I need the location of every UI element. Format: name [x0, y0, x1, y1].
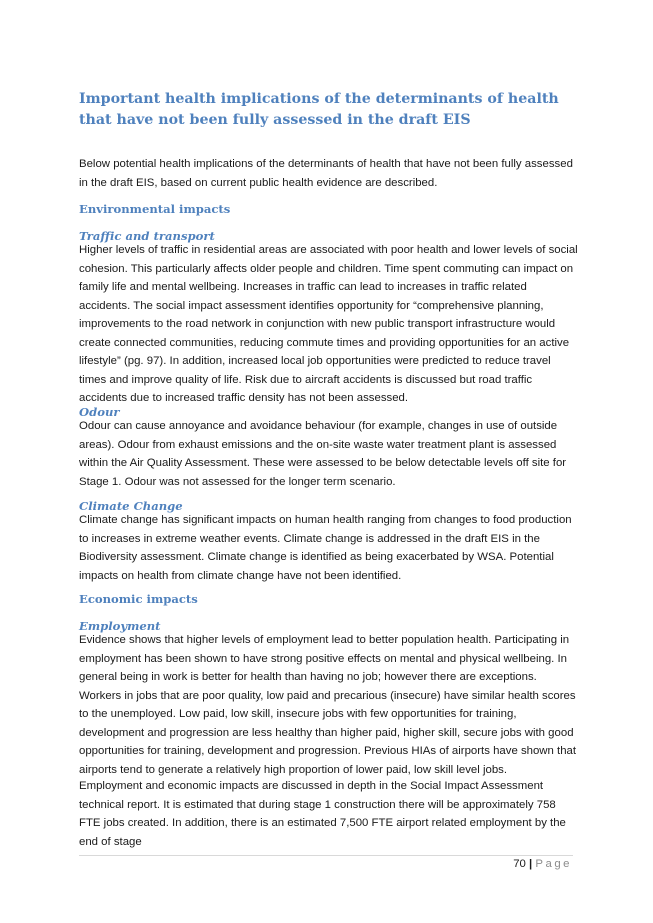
employment-heading: Employment [79, 619, 161, 633]
climate-change-heading: Climate Change [79, 499, 183, 513]
traffic-transport-paragraph: Higher levels of traffic in residential areas are associated with poor health and lower levels of social cohesion. This particularly affects older people and children. Time spent commuting can impact on family life and mental wellbeing. Increases in traffic can lead to increases in traffic related accidents. The social impact assessment identifies opportunity for “comprehensive planning, improvements to the road network in conjunction with new public transport infrastructure would create connected communities, reducing commute times and providing opportunities for an active lifestyle” (pg. 97). In addition, increased local job opportunities were predicted to reduce travel times and improve quality of life. Risk due to aircraft accidents is discussed but road traffic accidents due to increased traffic density has not been assessed. [79, 244, 578, 404]
employment-paragraph-1: Evidence shows that higher levels of employment lead to better population health. Participating in employment has been shown to have strong positive effects on mental and physical wellbeing. In general being in work is better for health than having no job; however there are exceptions. Workers in jobs that are poor quality, low paid and precarious (insecure) have similar health scores to the unemployed. Low paid, low skill, insecure jobs with few opportunities for training, development and progression are less healthy than higher paid, higher skill, secure jobs with good opportunities for training, development and progression. Previous HIAs of airports have shown that airports tend to generate a relatively high proportion of lower paid, low skill level jobs. [79, 634, 577, 776]
odour-paragraph: Odour can cause annoyance and avoidance behaviour (for example, changes in use of outside areas). Odour from exhaust emissions and the on-site waste water treatment plant is assessed within the Air Quality Assessment. These were assessed to be below detectable levels off site for Stage 1. Odour was not assessed for the longer term scenario. [79, 420, 567, 488]
economic-impacts-heading: Economic impacts [79, 592, 198, 606]
page-label: Page [535, 858, 572, 870]
environmental-impacts-heading: Environmental impacts [79, 202, 231, 216]
intro-paragraph: Below potential health implications of the determinants of health that have not been fully assessed in the draft EIS, based on current public health evidence are described. [79, 158, 573, 189]
odour-heading: Odour [79, 405, 120, 419]
page-title: Important health implications of the determinants of health that have not been fully assessed in the draft EIS [79, 91, 559, 128]
footer-separator: | [529, 858, 533, 870]
page-footer [513, 856, 572, 872]
document-page [79, 0, 579, 923]
traffic-transport-heading: Traffic and transport [79, 229, 215, 243]
employment-paragraph-2: Employment and economic impacts are discussed in depth in the Social Impact Assessment technical report. It is estimated that during stage 1 construction there will be approximately 758 FTE jobs created. In addition, there is an estimated 7,500 FTE airport related employment by the end of stage [79, 780, 566, 848]
climate-change-paragraph: Climate change has significant impacts on human health ranging from changes to food production to increases in extreme weather events. Climate change is addressed in the draft EIS in the Biodiversity assessment. Climate change is identified as being exacerbated by WSA. Potential impacts on health from climate change have not been identified. [79, 514, 572, 582]
page-number: 70 [513, 858, 526, 870]
footer-divider [79, 855, 573, 856]
